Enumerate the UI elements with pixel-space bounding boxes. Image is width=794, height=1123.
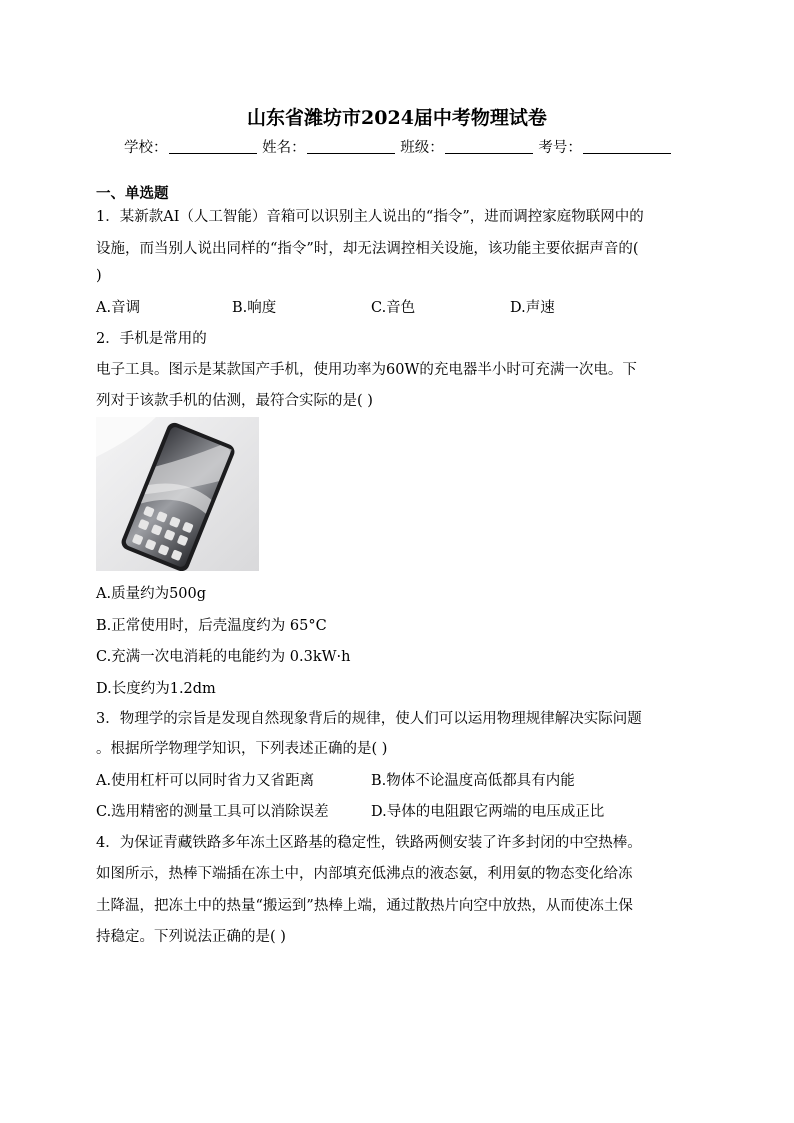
exam-title: 山东省潍坊市2024届中考物理试卷 [247, 107, 547, 129]
q1-line-3: ) [96, 268, 102, 284]
q3-line-2: 。根据所学物理学知识，下列表述正确的是( ) [96, 741, 388, 757]
q1-line-2: 设施，而当别人说出同样的“指令”时，却无法调控相关设施，该功能主要依据声音的( [96, 241, 639, 257]
q2-line-1: 2．手机是常用的 [96, 331, 207, 347]
q2-option-c[interactable]: C.充满一次电消耗的电能约为 0.3kW·h [96, 649, 351, 665]
q2-option-b[interactable]: B.正常使用时，后壳温度约为 65°C [96, 618, 327, 634]
q2-option-a[interactable]: A.质量约为500g [96, 586, 207, 602]
q3-line-1: 3．物理学的宗旨是发现自然现象背后的规律，使人们可以运用物理规律解决实际问题 [96, 711, 642, 727]
q2-line-2: 电子工具。图示是某款国产手机，使用功率为60W的充电器半小时可充满一次电。下 [96, 362, 637, 378]
phone-illustration [96, 417, 259, 571]
q3-option-c[interactable]: C.选用精密的测量工具可以消除误差 [96, 804, 329, 820]
q2-option-d[interactable]: D.长度约为1.2dm [96, 681, 216, 697]
school-label: 学校： [124, 140, 168, 156]
phone-photo [96, 417, 259, 571]
q4-line-1: 4．为保证青藏铁路多年冻土区路基的稳定性，铁路两侧安装了许多封闭的中空热棒。 [96, 835, 642, 851]
q1-option-c[interactable]: C.音色 [371, 300, 416, 316]
q4-line-2: 如图所示，热棒下端插在冻土中，内部填充低沸点的液态氨，利用氨的物态变化给冻 [96, 866, 633, 882]
q3-option-d[interactable]: D.导体的电阻跟它两端的电压成正比 [371, 804, 605, 820]
name-blank[interactable] [307, 139, 395, 154]
q4-line-4: 持稳定。下列说法正确的是( ) [96, 929, 286, 945]
q1-line-1: 1．某新款AI（人工智能）音箱可以识别主人说出的“指令”，进而调控家庭物联网中的 [96, 209, 644, 225]
student-info-row [124, 136, 672, 157]
q1-option-b[interactable]: B.响度 [232, 300, 277, 316]
q1-option-a[interactable]: A.音调 [96, 300, 141, 316]
class-label: 班级： [400, 140, 444, 156]
number-label: 考号： [538, 140, 582, 156]
section-heading: 一、单选题 [96, 185, 169, 202]
number-blank[interactable] [583, 139, 671, 154]
class-blank[interactable] [445, 139, 533, 154]
q3-option-b[interactable]: B.物体不论温度高低都具有内能 [371, 773, 575, 789]
q2-line-3: 列对于该款手机的估测，最符合实际的是( ) [96, 393, 373, 409]
school-blank[interactable] [169, 139, 257, 154]
q1-option-d[interactable]: D.声速 [510, 300, 555, 316]
q3-option-a[interactable]: A.使用杠杆可以同时省力又省距离 [96, 773, 315, 789]
name-label: 姓名： [262, 140, 306, 156]
q4-line-3: 土降温，把冻土中的热量“搬运到”热棒上端，通过散热片向空中放热，从而使冻土保 [96, 898, 633, 914]
